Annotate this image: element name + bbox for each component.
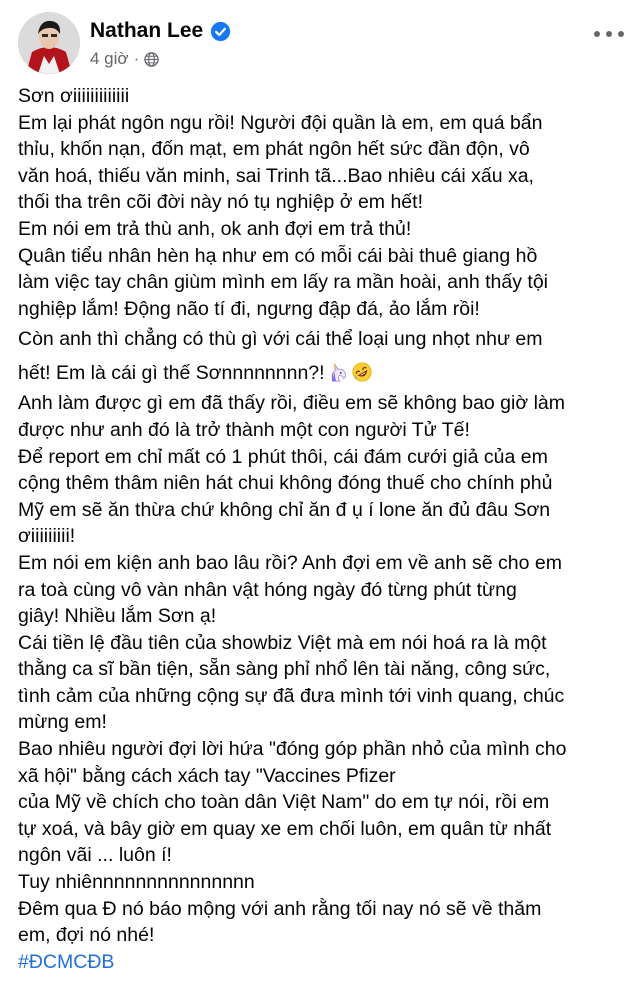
post-line: Anh làm được gì em đã thấy rồi, điều em sẽ không bao giờ làm: [18, 392, 565, 415]
post-line-text: hết! Em là cái gì thế Sơnnnnnnnn?!: [18, 362, 325, 385]
author-name-row: [90, 19, 231, 43]
post-meta: [90, 49, 159, 69]
post-line: giây! Nhiều lắm Sơn ạ!: [18, 605, 217, 628]
more-dot: [618, 31, 624, 37]
more-dot: [594, 31, 600, 37]
post-line: Còn anh thì chẳng có thù gì với cái thể loại ung nhọt như em: [18, 328, 543, 351]
post-line: Đêm qua Đ nó báo mộng với anh rằng tối nay nó sẽ về thăm: [18, 897, 542, 920]
post-line: Em lại phát ngôn ngu rồi! Người đội quần là em, em quá bẩn: [18, 111, 543, 134]
post-line: làm việc tay chân giùm mình em lấy ra mần hoài, anh thấy tội: [18, 271, 549, 294]
post-line: thằng ca sĩ bần tiện, sẵn sàng phỉ nhổ lên tài năng, công sức,: [18, 658, 551, 681]
avatar-image: [18, 12, 80, 74]
post-line: Quân tiểu nhân hèn hạ như em có mỗi cái bài thuê giang hồ: [18, 244, 538, 267]
post-line: Cái tiền lệ đầu tiên của showbiz Việt mà em nói hoá ra là một: [18, 631, 547, 654]
post-line: mừng em!: [18, 711, 107, 734]
post-timestamp[interactable]: 4 giờ: [90, 49, 129, 68]
globe-icon[interactable]: [144, 52, 159, 67]
post-line: tự xoá, và bây giờ em quay xe em chối luôn, em quân từ nhất: [18, 817, 552, 840]
hashtag-link[interactable]: #ĐCMCĐB: [18, 950, 115, 973]
verified-badge-icon: [210, 21, 231, 42]
post-line: văn hoá, thiếu văn minh, sai Trinh tã...Bao nhiêu cái xấu xa,: [18, 164, 534, 187]
post-line: thỉu, khốn nạn, đốn mạt, em phát ngôn hết sức đần độn, vô: [18, 138, 530, 161]
post-line: cộng thêm thâm niên hát chui không đóng thuế cho chính phủ: [18, 472, 553, 495]
post-line-with-emoji: [18, 356, 628, 390]
meta-separator: ·: [133, 49, 140, 68]
more-dot: [606, 31, 612, 37]
post-line: Để report em chỉ mất có 1 phút thôi, cái đám cưới giả của em: [18, 445, 548, 468]
post-line: em, đợi nó nhé!: [18, 924, 155, 947]
unicorn-emoji-icon: [327, 361, 349, 383]
rofl-emoji-icon: [351, 361, 373, 383]
post-line: nghiệp lắm! Động não tí đi, ngưng đập đá, ảo lắm rồi!: [18, 297, 480, 320]
post-header: [18, 12, 628, 76]
author-avatar[interactable]: [18, 12, 80, 74]
post-line: của Mỹ về chích cho toàn dân Việt Nam" do em tự nói, rồi em: [18, 791, 550, 814]
post-text: [18, 83, 628, 975]
post-line: thối tha trên cõi đời này nó tụ nghiệp ở em hết!: [18, 191, 423, 214]
author-name[interactable]: Nathan Lee: [90, 19, 204, 42]
post-line: Sơn ơiiiiiiiiiiiii: [18, 85, 130, 107]
post-line: được như anh đó là trở thành một con người Tử Tế!: [18, 418, 470, 441]
post-line: xã hội" bằng cách xách tay "Vaccines Pfizer: [18, 764, 396, 787]
post-line: tình cảm của những cộng sự đã đưa mình tới vinh quang, chúc: [18, 684, 565, 707]
post-line: Bao nhiêu người đợi lời hứa "đóng góp phần nhỏ của mình cho: [18, 738, 567, 761]
post-line: Mỹ em sẽ ăn thừa chứ không chỉ ăn đ ụ í lone ăn đủ đâu Sơn: [18, 498, 551, 521]
post-line: ra toà cùng vô vàn nhân vật hóng ngày đó từng phút từng: [18, 578, 517, 601]
post-line: ngôn vãi ... luôn í!: [18, 844, 172, 867]
post-line: Em nói em kiện anh bao lâu rồi? Anh đợi em về anh sẽ cho em: [18, 551, 562, 574]
post-line: Em nói em trả thù anh, ok anh đợi em trả thủ!: [18, 217, 412, 240]
more-options-icon[interactable]: [594, 22, 624, 46]
post-line: ơiiiiiiiii!: [18, 525, 76, 548]
hashtag-line: [18, 949, 628, 976]
post-line: Tuy nhiênnnnnnnnnnnnnnn: [18, 871, 255, 894]
